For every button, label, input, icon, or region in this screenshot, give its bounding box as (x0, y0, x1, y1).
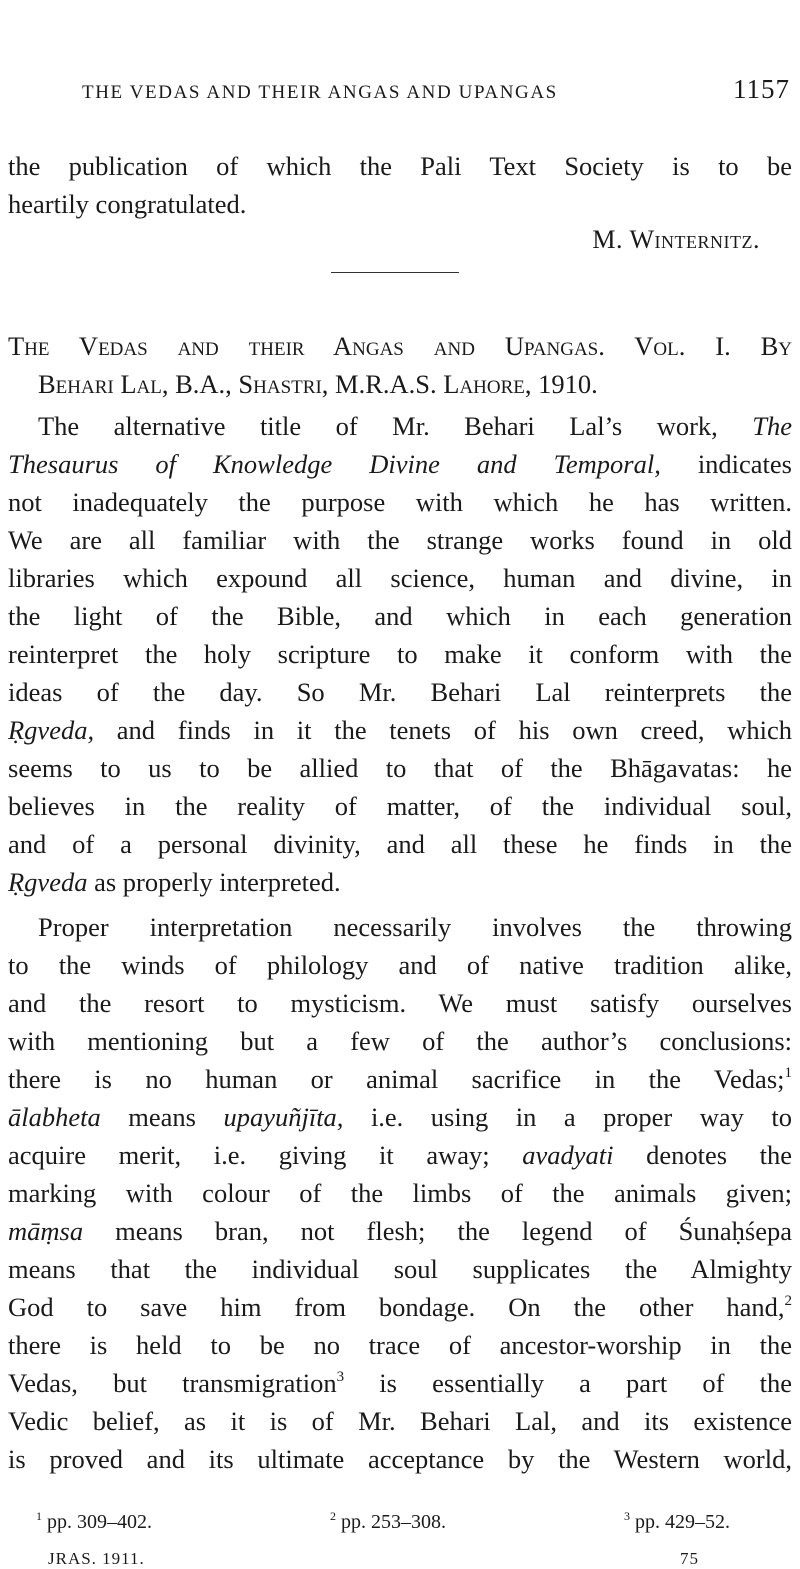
footnote-ref: 1 (784, 1065, 792, 1081)
page-number: 1157 (733, 74, 790, 104)
body-line: reinterpret the holy scripture to make it conform with the (8, 639, 792, 669)
body-line: Ṛgveda as properly interpreted. (8, 867, 341, 897)
opening-line: heartily congratulated. (8, 189, 247, 219)
footnote-ref: 3 (336, 1369, 345, 1385)
journal-folio: JRAS. 1911. (48, 1549, 145, 1568)
body-line: and the resort to mysticism. We must satisfy ourselves (8, 988, 792, 1018)
body-line: is proved and its ultimate acceptance by the Western world, (8, 1444, 792, 1474)
body-line: seems to us to be allied to that of the Bhāgavatas: he (8, 753, 792, 783)
footnote: $^2$ pp. 253–308. (330, 1509, 446, 1533)
review-heading: The Vedas and their Angas and Upangas. Vol. I. By (8, 331, 792, 361)
body-line: means that the individual soul supplicates the Almighty (8, 1254, 792, 1284)
running-head (82, 76, 790, 110)
body-line: Vedas, but transmigration$^3$ is essentially a part of the (8, 1368, 793, 1398)
section-divider (331, 272, 459, 273)
body-line: with mentioning but a few of the author’s conclusions: (8, 1026, 792, 1056)
body-line: not inadequately the purpose with which he has written. (8, 487, 792, 517)
body-line: The alternative title of Mr. Behari Lal’s work, The (38, 411, 793, 441)
footnote-ref: 2 (784, 1293, 792, 1309)
footnote: $^1$ pp. 309–402. (36, 1509, 152, 1533)
body-line: the light of the Bible, and which in each generation (8, 601, 792, 631)
body-line: Thesaurus of Knowledge Divine and Temporal, indicates (8, 449, 792, 479)
body-line: ideas of the day. So Mr. Behari Lal reinterprets the (8, 677, 792, 707)
body-line: believes in the reality of matter, of the individual soul, (8, 791, 792, 821)
body-line: We are all familiar with the strange works found in old (8, 525, 792, 555)
opening-line: the publication of which the Pali Text Society is to be (8, 151, 792, 181)
body-line: acquire merit, i.e. giving it away; avadyati denotes the (8, 1140, 793, 1170)
body-line: there is no human or animal sacrifice in the Vedas;$^1$ (8, 1064, 792, 1094)
body-line: ālabheta means upayuñjīta, i.e. using in a proper way to (8, 1102, 793, 1132)
running-head-title: THE VEDAS AND THEIR ANGAS AND UPANGAS (82, 82, 558, 103)
body-line: Proper interpretation necessarily involves the throwing (38, 912, 792, 942)
body-line: to the winds of philology and of native tradition alike, (8, 950, 792, 980)
body-line: there is held to be no trace of ancestor-worship in the (8, 1330, 792, 1360)
review-heading: Behari Lal, B.A., Shastri, M.R.A.S. Lahore, 1910. (38, 369, 598, 399)
author-signature: M. Winternitz. (592, 225, 760, 254)
body-line: māṃsa means bran, not flesh; the legend of Śunaḥśepa (8, 1216, 792, 1246)
body-line: Ṛgveda, and finds in it the tenets of his own creed, which (8, 715, 792, 745)
body-line: and of a personal divinity, and all these he finds in the (8, 829, 792, 859)
body-line: God to save him from bondage. On the other hand,$^2$ (8, 1292, 792, 1322)
body-line: libraries which expound all science, human and divine, in (8, 563, 792, 593)
body-line: Vedic belief, as it is of Mr. Behari Lal, and its existence (8, 1406, 792, 1436)
signature-mark: 75 (680, 1549, 699, 1568)
body-line: marking with colour of the limbs of the animals given; (8, 1178, 792, 1208)
footnote: $^3$ pp. 429–52. (624, 1509, 730, 1533)
